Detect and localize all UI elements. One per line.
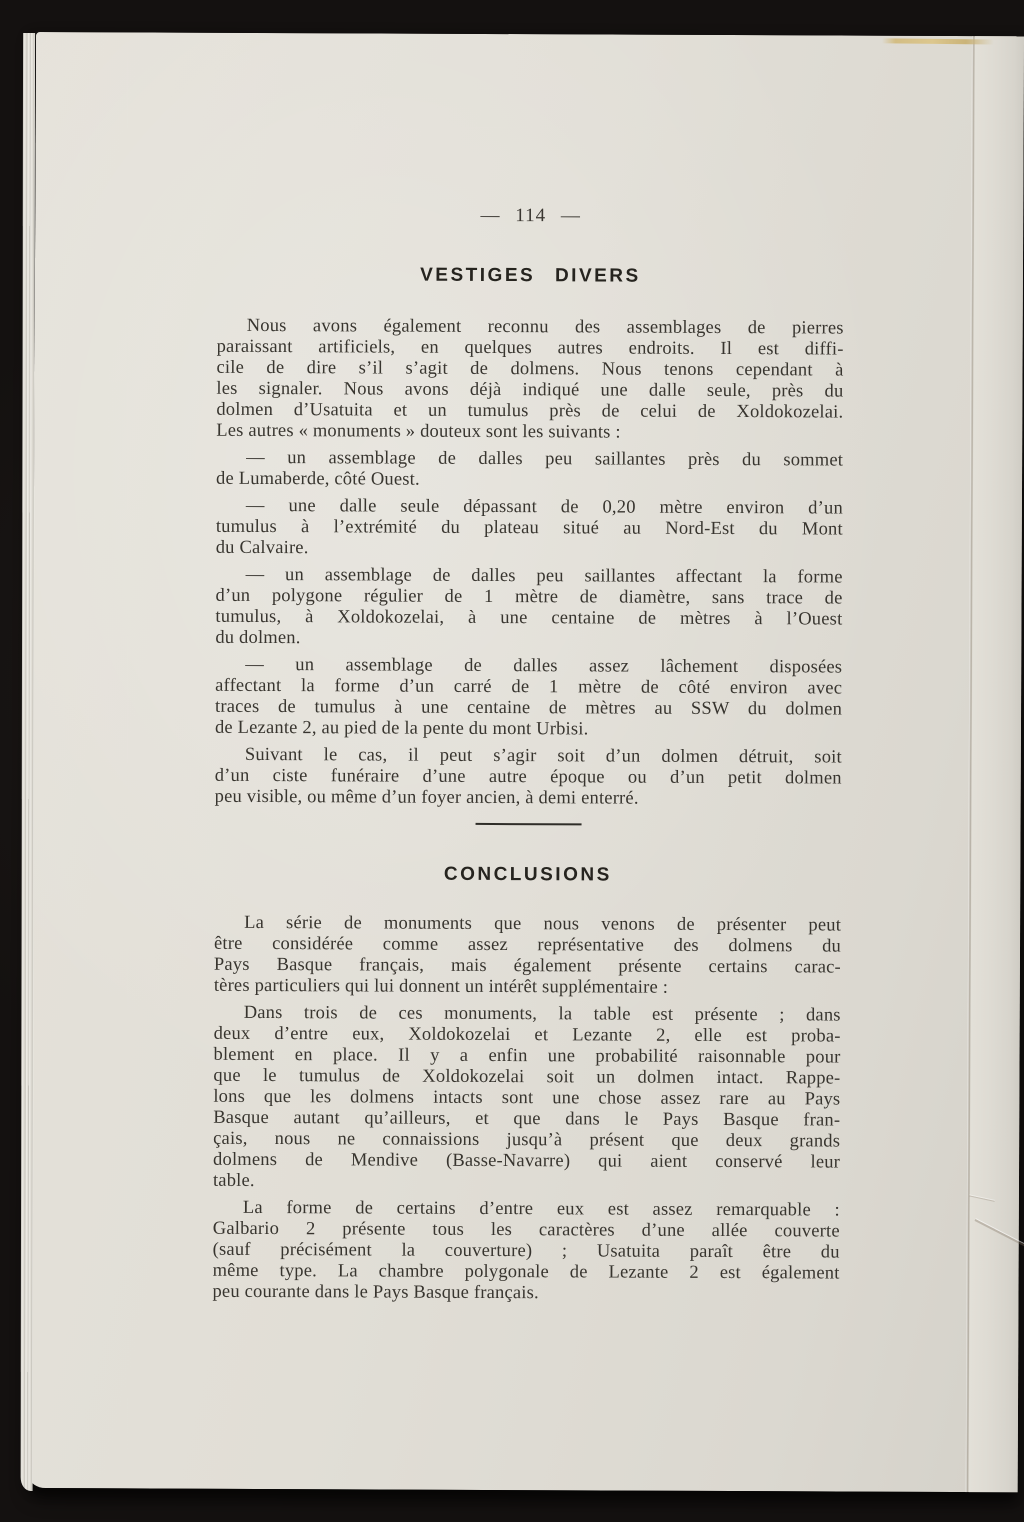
text-line: deux d’entre eux, Xoldokozelai et Lezante 2, elle est proba-	[213, 1023, 841, 1047]
list-item-dash	[216, 448, 843, 493]
list-item-dash	[215, 565, 842, 652]
text-line: de Lumaberde, côté Ouest.	[216, 468, 420, 490]
text-line: même type. La chambre polygonale de Lezante 2 est également	[212, 1260, 840, 1284]
paragraph	[214, 913, 841, 1000]
text-line: être considérée comme assez représentative des dolmens du	[213, 933, 842, 957]
text-line: tumulus, à Xoldokozelai, à une centaine de mètres à l’Ouest	[215, 606, 843, 630]
text-line: de Lezante 2, au pied de la pente du mont Urbisi.	[214, 717, 589, 740]
book-page	[30, 32, 1024, 1492]
page-edge-stack	[21, 33, 36, 1491]
text-line: d’un polygone régulier de 1 mètre de diamètre, sans trace de	[215, 585, 843, 609]
text-line: Dans trois de ces monuments, la table est présente ; dans	[243, 1002, 841, 1026]
printed-content	[212, 33, 845, 1312]
text-line: Nous avons également reconnu des assemblages de pierres	[246, 315, 844, 339]
text-line: peu visible, ou même d’un foyer ancien, à demi enterré.	[214, 786, 639, 809]
text-line: paraissant artificiels, en quelques autres endroits. Il est diffi-	[216, 336, 844, 360]
text-line: traces de tumulus à une centaine de mètres au SSW du dolmen	[215, 696, 843, 720]
section-divider	[475, 823, 581, 825]
text-line: table.	[212, 1170, 255, 1191]
text-line: La forme de certains d’entre eux est assez remarquable :	[242, 1197, 840, 1221]
text-line: Les autres « monuments » douteux sont les suivants :	[216, 420, 621, 443]
text-line: cile de dire s’il s’agit de dolmens. Nous tenons cependant à	[216, 357, 844, 381]
text-line: les signaler. Nous avons déjà indiqué une dalle seule, près du	[216, 378, 844, 402]
text-line: que le tumulus de Xoldokozelai soit un dolmen intact. Rappe-	[213, 1065, 841, 1089]
list-item-dash	[215, 655, 842, 742]
text-line: — un assemblage de dalles peu saillantes affectant la forme	[245, 564, 843, 588]
text-line: peu courante dans le Pays Basque français.	[212, 1281, 539, 1304]
list-item-dash	[216, 496, 843, 562]
text-line: (sauf précisément la couverture) ; Usatuita paraît être du	[212, 1239, 840, 1263]
text-line: — un assemblage de dalles assez lâchement disposées	[245, 654, 843, 678]
text-line: du Calvaire.	[215, 537, 309, 559]
text-line: Basque autant qu’ailleurs, et que dans le Pays Basque fran-	[213, 1107, 841, 1131]
page-fore-edge	[882, 38, 994, 44]
text-line: tumulus à l’extrémité du plateau situé au Nord-Est du Mont	[215, 516, 843, 540]
text-line: — un assemblage de dalles peu saillantes près du sommet	[246, 447, 844, 471]
text-line: Pays Basque français, mais également présente certains carac-	[213, 954, 841, 978]
text-line: Suivant le cas, il peut s’agir soit d’un dolmen détruit, soit	[244, 744, 842, 768]
text-line: tères particuliers qui lui donnent un intérêt supplémentaire :	[213, 975, 669, 998]
text-line: du dolmen.	[215, 627, 301, 649]
text-line: affectant la forme d’un carré de 1 mètre de côté environ avec	[215, 675, 843, 699]
text-line: d’un ciste funéraire d’une autre époque ou d’un petit dolmen	[214, 765, 842, 789]
paragraph	[213, 1003, 841, 1195]
section-heading-conclusions: CONCLUSIONS	[443, 863, 612, 886]
text-line: Galbario 2 présente tous les caractères d’une allée couverte	[212, 1218, 840, 1242]
text-line: çais, nous ne connaissions jusqu’à présent que deux grands	[213, 1128, 841, 1152]
text-line: — une dalle seule dépassant de 0,20 mètre environ d’un	[245, 495, 843, 519]
section-heading-vestiges-divers: VESTIGES DIVERS	[420, 264, 641, 287]
text-line: dolmens de Mendive (Basse-Navarre) qui aient conservé leur	[213, 1149, 841, 1173]
paragraph	[215, 745, 842, 811]
text-line: La série de monuments que nous venons de présenter peut	[244, 912, 842, 936]
text-line: lons que les dolmens intacts sont une chose assez rare au Pays	[213, 1086, 841, 1110]
paragraph	[212, 1198, 839, 1306]
page-number: — 114 —	[480, 204, 581, 227]
adjacent-page-sliver	[969, 36, 1024, 1492]
paragraph	[216, 316, 844, 445]
text-line: dolmen d’Usatuita et un tumulus près de celui de Xoldokozelai.	[216, 399, 844, 423]
text-line: blement en place. Il y a enfin une probabilité raisonnable pour	[213, 1044, 841, 1068]
